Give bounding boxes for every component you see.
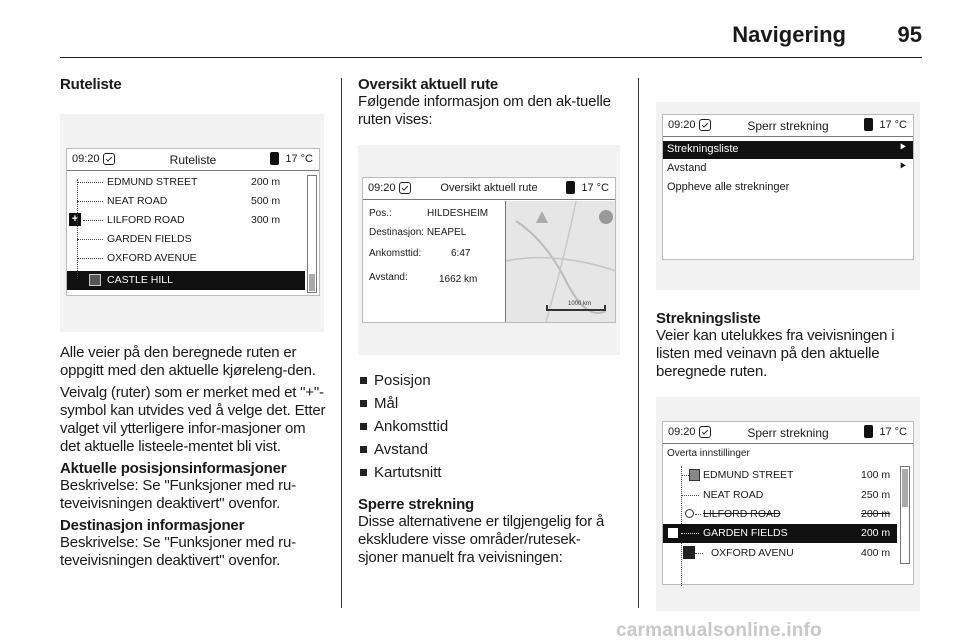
paragraph: Følgende informasjon om den ak-tuelle ruten vises: [358,93,611,128]
status-bar [363,178,615,200]
list-item[interactable]: OXFORD AVENU 400 m [663,544,897,563]
display-sperr-menu [662,114,914,260]
paragraph: Veivalg (ruter) som er merket med et "+"-symbol kan utvides ved å velge det. Etter valget vil ytterligere infor-masjoner om det aktuelle listeele-mentet bli vist. [60,384,326,455]
column-3 [656,76,924,611]
tree-line [77,201,103,202]
tree-line [681,533,699,534]
info-arrival: Ankomsttid: 6:47 [369,248,471,259]
road-sign-icon [689,469,700,481]
screen-title: Oversikt aktuell rute [440,182,538,194]
menu-item-strekningsliste[interactable]: Strekningsliste ⯈ [663,141,913,159]
blocked-icon [685,509,694,518]
screenshot-oversikt [358,145,620,355]
list-item: Avstand [358,438,620,461]
list-item: Mål [358,392,620,415]
chevron-right-icon: ⯈ [898,161,907,173]
header-rule [60,57,922,58]
list-item[interactable]: GARDEN FIELDS [67,230,319,249]
info-destination: Destinasjon: NEAPEL [369,227,467,238]
subheading: Aktuelle posisjonsinformasjoner [60,460,287,477]
paragraph: Veier kan utelukkes fra veivisningen i listen med veinavn på den aktuelle beregnede ruten. [656,327,895,380]
paragraph: Beskrivelse: Se "Funksjoner med ru-teveivisningen deaktivert" ovenfor. [60,477,296,512]
clock-time: 09:20 [668,426,696,438]
column-1 [60,76,328,570]
list-item-selected[interactable]: CASTLE HILL [67,271,305,290]
screen-title: Sperr strekning [747,119,829,133]
temperature: 17 °C [879,119,907,131]
column-separator-2 [638,78,639,608]
tree-line [681,495,699,496]
chevron-right-icon: ⯈ [898,142,907,154]
page-number: 95 [897,22,922,47]
map-scale: 1000 km [568,301,592,307]
map-roads [506,201,616,322]
list-item[interactable]: EDMUND STREET 100 m [663,466,897,485]
list-item[interactable]: NEAT ROAD 500 m [67,192,319,211]
page-title: Navigering [732,22,846,47]
column-2 [358,76,620,567]
destination-flag-icon [89,274,101,286]
watermark: carmanualsonline.info [616,620,822,641]
junction-icon [683,546,695,559]
bullet-list [358,369,620,484]
map-overview[interactable] [505,201,615,322]
tree-line [83,220,103,221]
list-item: Ankomsttid [358,415,620,438]
minus-icon[interactable] [667,527,679,539]
page-header [60,18,922,56]
display-ruteliste [66,148,320,296]
tree-line [77,182,103,183]
list-item[interactable]: EDMUND STREET 200 m [67,173,319,192]
list-item[interactable]: NEAT ROAD 250 m [663,486,897,505]
menu-item-overta[interactable]: Overta innstillinger [667,448,750,459]
scrollbar[interactable] [900,466,910,564]
tree-trunk [77,179,78,279]
status-bar [67,149,319,171]
list-item: Posisjon [358,369,620,392]
menu-item-oppheve[interactable]: Oppheve alle strekninger [667,181,790,193]
display-strekningsliste [662,421,914,585]
paragraph: Beskrivelse: Se "Funksjoner med ru-teveivisningen deaktivert" ovenfor. [60,534,296,569]
scrollbar[interactable] [307,175,317,293]
scrollbar-thumb[interactable] [309,274,315,291]
paragraph: Disse alternativene er tilgjengelig for å ekskludere visse områder/rutesek-sjoner manuelt fra veivisningen: [358,513,605,566]
list-item[interactable]: + LILFORD ROAD 300 m [67,211,319,230]
section-heading-oversikt: Oversikt aktuell rute [358,76,499,93]
clock-time: 09:20 [368,182,396,194]
tree-line [77,239,103,240]
column-separator-1 [341,78,342,608]
list-item[interactable]: OXFORD AVENUE [67,249,319,268]
menu-item-avstand[interactable]: Avstand ⯈ [667,161,907,174]
plus-icon[interactable]: + [69,213,81,226]
section-heading-strekningsliste: Strekningsliste [656,310,761,327]
info-position: Pos.: HILDESHEIM [369,208,489,219]
status-bar [663,115,913,137]
tree-line [695,514,701,515]
subheading: Destinasjon informasjoner [60,517,245,534]
screenshot-ruteliste [60,114,324,332]
temperature: 17 °C [581,182,609,194]
clock-time: 09:20 [668,119,696,131]
list-item: Kartutsnitt [358,461,620,484]
temperature: 17 °C [879,426,907,438]
clock-time: 09:20 [72,153,100,165]
status-bar [663,422,913,444]
thermometer-icon [864,425,873,438]
thermometer-icon [270,152,279,165]
screenshot-sperr-menu [656,102,920,290]
screen-title: Sperr strekning [747,426,829,440]
tree-line [681,475,689,476]
screenshot-strekningsliste [656,397,920,611]
section-heading-ruteliste: Ruteliste [60,76,122,93]
screen-title: Ruteliste [169,153,217,167]
list-item-selected[interactable]: GARDEN FIELDS 200 m [663,524,897,543]
subheading: Sperre strekning [358,496,475,513]
list-item-blocked[interactable]: LILFORD ROAD 200 m [663,505,897,524]
thermometer-icon [566,181,575,194]
tree-line [77,258,103,259]
thermometer-icon [864,118,873,131]
scrollbar-thumb[interactable] [902,469,908,507]
tree-line [695,553,703,554]
display-oversikt [362,177,616,323]
info-distance: Avstand: 1662 km [369,272,478,285]
temperature: 17 °C [285,153,313,165]
paragraph: Alle veier på den beregnede ruten er oppgitt med den aktuelle kjøreleng-den. [60,344,316,379]
